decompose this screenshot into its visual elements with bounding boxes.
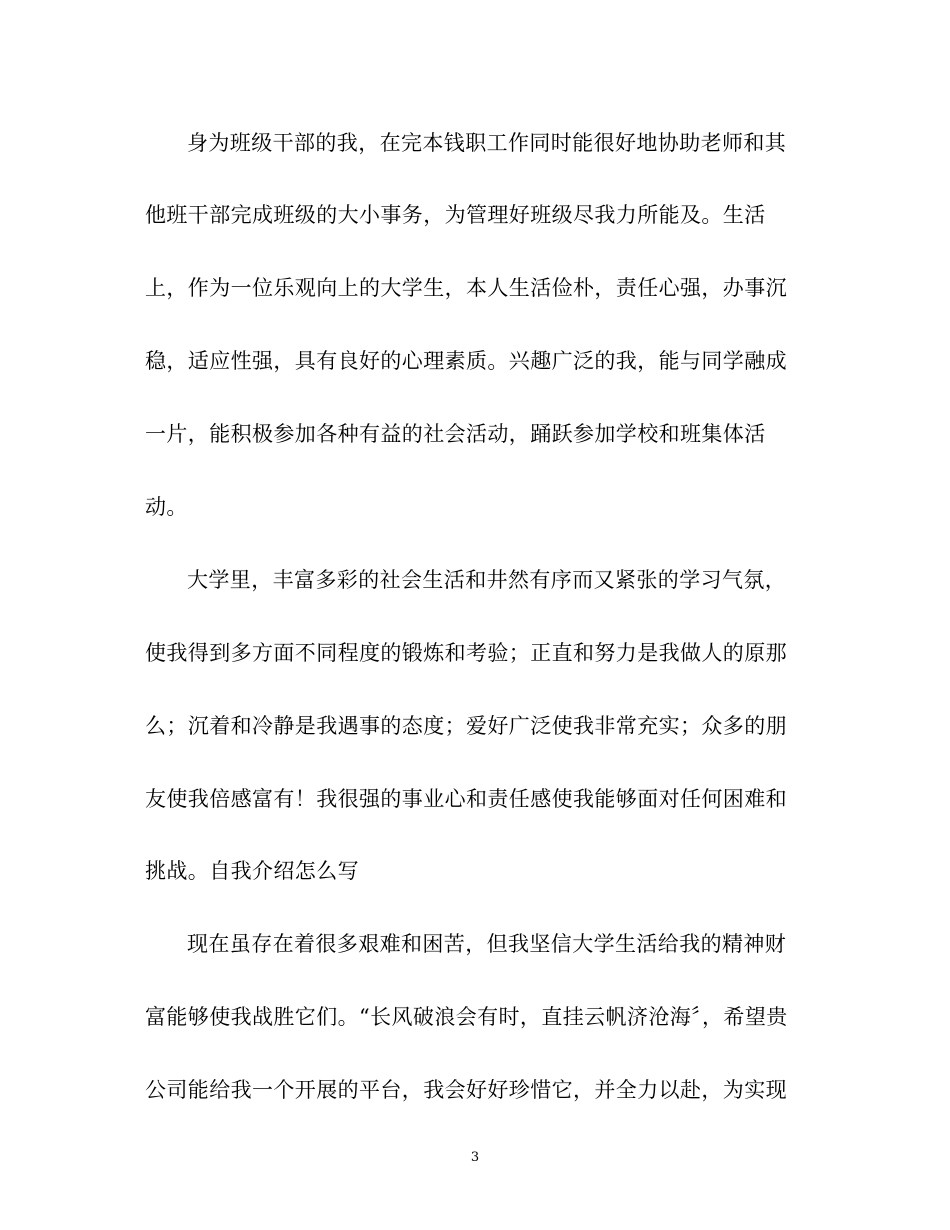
paragraph-1-line-6: 动。 bbox=[145, 495, 188, 519]
paragraph-2-line-4: 友使我倍感富有！我很强的事业心和责任感使我能够面对任何困难和 bbox=[145, 787, 787, 811]
paragraph-3-line-2: 富能够使我战胜它们。“长风破浪会有时，直挂云帆济沧海〞，希望贵 bbox=[145, 1005, 788, 1029]
paragraph-2-line-1: 大学里，丰富多彩的社会生活和井然有序而又紧张的学习气氛， bbox=[187, 568, 787, 592]
paragraph-3-line-3: 公司能给我一个开展的平台，我会好好珍惜它，并全力以赴，为实现 bbox=[145, 1078, 787, 1102]
paragraph-1-line-3: 上，作为一位乐观向上的大学生，本人生活俭朴，责任心强，办事沉 bbox=[145, 276, 787, 300]
paragraph-1-line-1: 身为班级干部的我，在完本钱职工作同时能很好地协助老师和其 bbox=[187, 131, 787, 155]
paragraph-1-line-5: 一片，能积极参加各种有益的社会活动，踊跃参加学校和班集体活 bbox=[145, 422, 766, 446]
paragraph-3-line-1: 现在虽存在着很多艰难和困苦，但我坚信大学生活给我的精神财 bbox=[187, 932, 787, 956]
paragraph-1-line-4: 稳，适应性强，具有良好的心理素质。兴趣广泛的我，能与同学融成 bbox=[145, 349, 787, 373]
paragraph-2-line-5: 挑战。自我介绍怎么写 bbox=[145, 859, 359, 883]
page-number: 3 bbox=[470, 1150, 480, 1165]
paragraph-1-line-2: 他班干部完成班级的大小事务，为管理好班级尽我力所能及。生活 bbox=[145, 203, 766, 227]
paragraph-2-line-3: 么；沉着和冷静是我遇事的态度；爱好广泛使我非常充实；众多的朋 bbox=[145, 714, 787, 738]
paragraph-2-line-2: 使我得到多方面不同程度的锻炼和考验；正直和努力是我做人的原那 bbox=[145, 641, 787, 665]
